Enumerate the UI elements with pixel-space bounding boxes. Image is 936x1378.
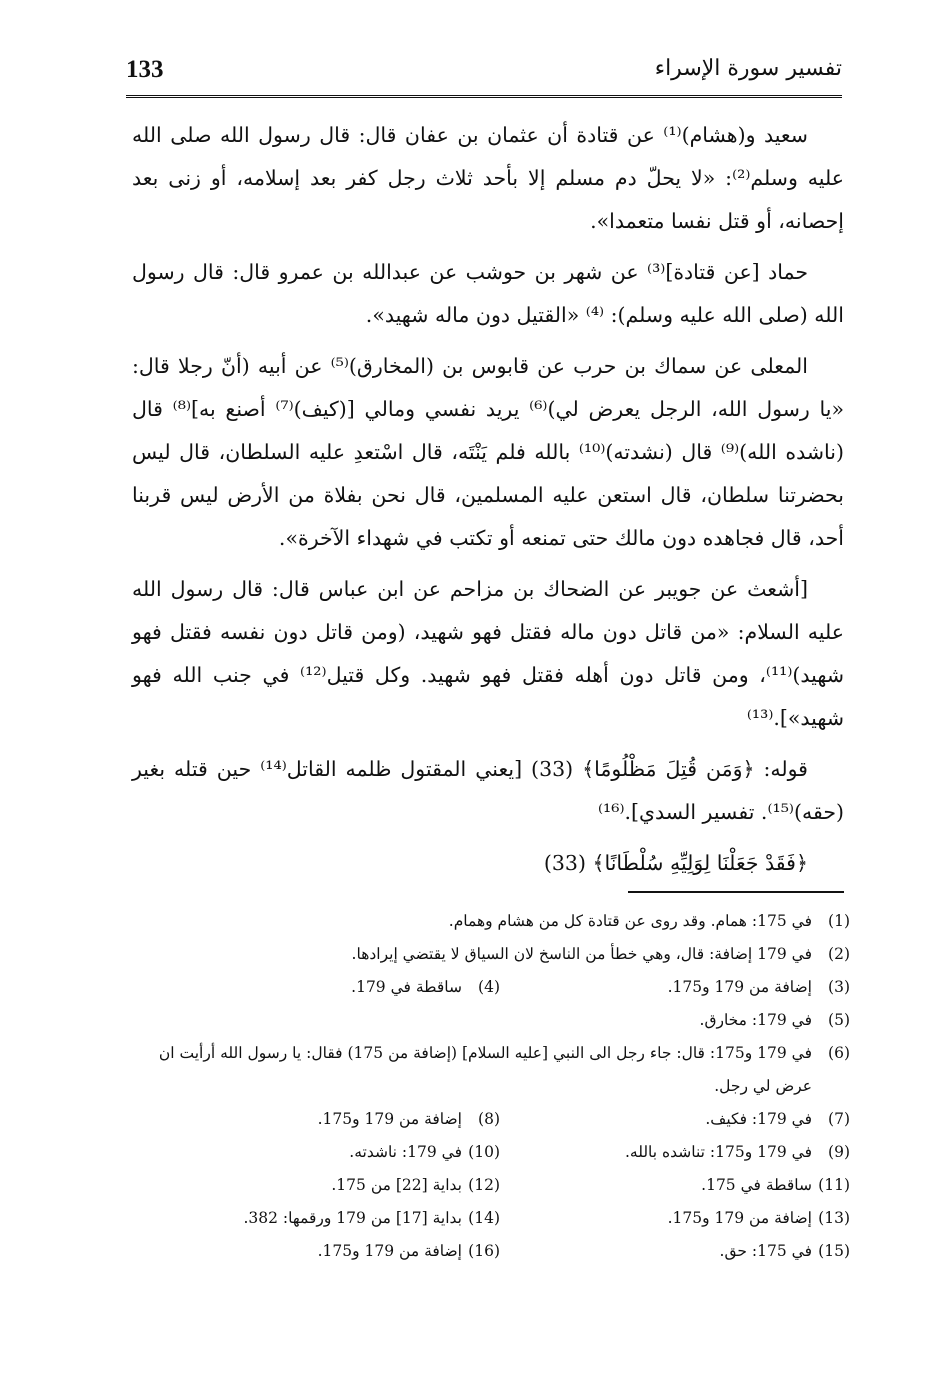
- footnote-number: (1): [828, 912, 850, 930]
- header-divider: [126, 95, 842, 98]
- paragraph-2: حماد [عن قتادة]⁽³⁾ عن شهر بن حوشب عن عبدالله بن عمرو قال: قال رسول الله (صلى الله عليه وسلم): ⁽⁴⁾ «القتيل دون ماله شهيد».: [132, 260, 844, 327]
- footnote-9: [500, 1136, 850, 1169]
- footnote-7: [500, 1103, 850, 1136]
- footnote-number: (4): [478, 978, 500, 996]
- footnote-text: إضافة من 179 و175.: [317, 1110, 462, 1128]
- footnote-row: [150, 1202, 850, 1235]
- footnote-2: [150, 938, 850, 971]
- paragraph-5: قوله: ﴿وَمَن قُتِلَ مَظْلُومًا﴾ (33) [يعني المقتول ظلمه القاتل⁽¹⁴⁾ حين قتله بغير (حقه)⁽¹⁵⁾. تفسير السدي].⁽¹⁶⁾: [132, 757, 844, 824]
- footnote-number: (12): [468, 1176, 500, 1194]
- footnote-number: (11): [818, 1176, 850, 1194]
- footnote-number: (16): [468, 1242, 500, 1260]
- page-header: [126, 56, 842, 92]
- footnote-text: في 179 و175: تناشده بالله.: [624, 1143, 812, 1161]
- footnote-text: إضافة من 179 و175.: [667, 978, 812, 996]
- footnote-row: [150, 1235, 850, 1268]
- footnote-6: [150, 1037, 850, 1103]
- footnotes: [150, 905, 850, 1268]
- footnote-16: [150, 1235, 500, 1268]
- footnote-14: [150, 1202, 500, 1235]
- footnote-number: (3): [828, 978, 850, 996]
- footnote-text: في 179 و175: قال: جاء رجل الى النبي [عليه السلام] (إضافة من 175) فقال: يا رسول الله أرأيت ان عرض لي رجل.: [158, 1044, 812, 1095]
- footnote-13: [500, 1202, 850, 1235]
- footnote-10: [150, 1136, 500, 1169]
- footnote-row: [150, 1169, 850, 1202]
- footnote-row: [150, 1103, 850, 1136]
- footnote-text: إضافة من 179 و175.: [317, 1242, 462, 1260]
- footnote-text: في 179: ناشدته.: [349, 1143, 462, 1161]
- footnote-text: بداية [17] من 179 ورقمها: 382.: [243, 1209, 462, 1227]
- footnote-number: (5): [828, 1011, 850, 1029]
- footnote-1: [150, 905, 850, 938]
- footnote-text: بداية [22] من 175.: [331, 1176, 462, 1194]
- running-title: تفسير سورة الإسراء: [654, 56, 842, 81]
- footnote-8: [150, 1103, 500, 1136]
- footnote-number: (6): [828, 1044, 850, 1062]
- footnote-row: [150, 971, 850, 1004]
- footnote-text: في 175: حق.: [719, 1242, 812, 1260]
- page-number: 133: [126, 56, 164, 83]
- footnote-text: في 179 إضافة: قال، وهي خطأ من الناسخ لان السياق لا يقتضي إيرادها.: [351, 945, 812, 963]
- footnote-3: [500, 971, 850, 1004]
- footnote-number: (10): [468, 1143, 500, 1161]
- paragraph-1: سعيد و(هشام)⁽¹⁾ عن قتادة أن عثمان بن عفان قال: قال رسول الله صلى الله عليه وسلم⁽²⁾: «لا يحلّ دم مسلم إلا بأحد ثلاث رجل كفر بعد إسلامه، أو زنى بعد إحصانه، أو قتل نفسا متعمدا».: [132, 123, 844, 233]
- footnote-text: إضافة من 179 و175.: [667, 1209, 812, 1227]
- footnote-5: [150, 1004, 850, 1037]
- footnote-4: [150, 971, 500, 1004]
- footnote-number: (14): [468, 1209, 500, 1227]
- footnote-text: في 175: همام. وقد روى عن قتادة كل من هشام وهمام.: [448, 912, 812, 930]
- footnote-number: (2): [828, 945, 850, 963]
- footnote-12: [150, 1169, 500, 1202]
- paragraph-3: المعلى عن سماك بن حرب عن قابوس بن (المخارق)⁽⁵⁾ عن أبيه (أنّ رجلا قال: «يا رسول الله، الرجل يعرض لي)⁽⁶⁾ يريد نفسي ومالي [(كيف)⁽⁷⁾ أصنع به]⁽⁸⁾ قال (ناشده الله)⁽⁹⁾ قال (نشدته)⁽¹⁰⁾ بالله فلم يَنْتَه، قال اسْتعدِ عليه السلطان، قال ليس بحضرتنا سلطان، قال استعن عليه المسلمين، قال نحن بفلاة من الأرض ليس قربنا أحد، قال فجاهده دون مالك حتى تمنعه أو تكتب في شهداء الآخرة».: [132, 354, 844, 550]
- footnote-number: (13): [818, 1209, 850, 1227]
- main-text: [132, 114, 844, 893]
- footnote-text: ساقطة في 175.: [701, 1176, 812, 1194]
- footnote-number: (15): [818, 1242, 850, 1260]
- footnote-11: [500, 1169, 850, 1202]
- footnote-text: ساقطة في 179.: [351, 978, 462, 996]
- quran-verse-line: ﴿فَقَدْ جَعَلْنَا لِوَلِيِّهِ سُلْطَانًا﴾ (33): [543, 851, 808, 875]
- footnote-15: [500, 1235, 850, 1268]
- footnote-text: في 179: فكيف.: [705, 1110, 812, 1128]
- footnote-number: (8): [478, 1110, 500, 1128]
- footnote-text: في 179: مخارق.: [699, 1011, 812, 1029]
- footnote-number: (7): [828, 1110, 850, 1128]
- footnote-divider: [628, 891, 844, 893]
- footnote-number: (9): [828, 1143, 850, 1161]
- footnote-row: [150, 1136, 850, 1169]
- paragraph-4: [أشعث عن جويبر عن الضحاك بن مزاحم عن ابن عباس قال: قال رسول الله عليه السلام: «من قاتل دون ماله فقتل فهو شهيد، (ومن قاتل دون نفسه فقتل فهو شهيد)⁽¹¹⁾، ومن قاتل دون أهله فقتل فهو شهيد. وكل قتيل⁽¹²⁾ في جنب الله فهو شهيد»].⁽¹³⁾: [132, 577, 844, 730]
